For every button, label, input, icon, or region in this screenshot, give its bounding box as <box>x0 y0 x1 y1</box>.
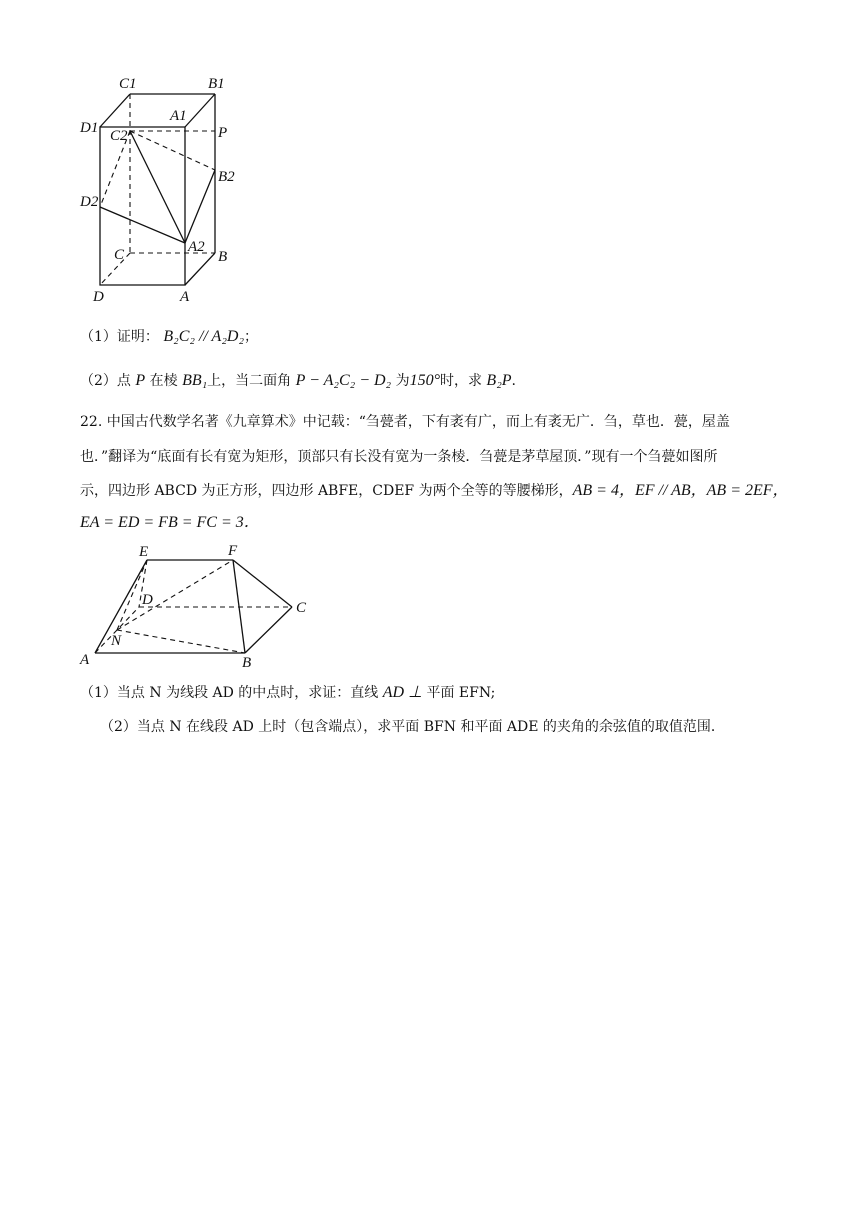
label-b2: B2 <box>218 169 235 185</box>
punctuation: . <box>511 373 516 389</box>
label-c2: C2 <box>110 128 128 144</box>
punctuation: ； <box>244 329 258 345</box>
label-b: B <box>218 249 228 265</box>
label-d2: D2 <box>80 194 99 210</box>
label-d: D <box>142 592 153 608</box>
problem22-line4 <box>80 513 260 533</box>
label-b: B <box>242 655 252 671</box>
math-point: P <box>135 372 146 389</box>
label-n: N <box>111 633 122 649</box>
text-fragment: 为 <box>395 373 410 389</box>
problem22-line1: 22. 中国古代数学名著《九章算术》中记载：“刍甍者，下有袤有广，而上有袤无广．刍，草也．甍，屋盖 <box>80 414 730 430</box>
text-fragment: 点 <box>116 373 131 389</box>
math-expression: B₂C₂ // A₂D₂ <box>163 328 244 345</box>
math-dihedral-angle: P − A₂C₂ − D₂ <box>295 372 392 389</box>
label-c1: C1 <box>119 76 137 92</box>
problem21-part1 <box>80 327 258 347</box>
math-edge: BB₁ <box>182 372 208 389</box>
math-target: B₂P <box>486 372 512 389</box>
label-f: F <box>228 543 238 559</box>
label-p: P <box>218 125 228 141</box>
problem22-part1 <box>80 683 495 703</box>
label-e: E <box>139 544 149 560</box>
math-degree: 150° <box>409 372 440 389</box>
part-number: （1） <box>80 329 117 345</box>
part-number: （2） <box>80 373 117 389</box>
text-fragment: 当点 N 为线段 AD 的中点时，求证：直线 <box>116 685 379 701</box>
part-text: 证明： <box>116 329 159 345</box>
label-a1: A1 <box>170 108 187 124</box>
cuboid-figure <box>0 0 860 320</box>
math-equal-lengths: EA = ED = FB = FC = 3． <box>80 514 260 531</box>
text-fragment: 时，求 <box>439 373 482 389</box>
label-c: C <box>114 247 125 263</box>
label-c: C <box>296 600 307 616</box>
label-a: A <box>80 652 90 668</box>
math-conditions: AB = 4，EF // AB，AB = 2EF， <box>572 482 789 499</box>
label-d1: D1 <box>80 120 99 136</box>
edge-a2-b2 <box>185 170 215 243</box>
label-b1: B1 <box>208 76 225 92</box>
math-perpendicular: AD ⊥ <box>382 684 423 701</box>
problem22-part2: （2）当点 N 在线段 AD 上时（包含端点），求平面 BFN 和平面 ADE 的夹角的余弦值的取值范围． <box>100 719 725 735</box>
text-fragment: 平面 EFN; <box>426 685 496 701</box>
text-fragment: 示，四边形 ABCD 为正方形，四边形 ABFE，CDEF 为两个全等的等腰梯形， <box>80 483 573 499</box>
edge-d2-a2 <box>100 207 185 243</box>
label-a2: A2 <box>188 239 205 255</box>
problem22-line2: 也．”翻译为“底面有长有宽为矩形，顶部只有长没有宽为一条棱．刍甍是茅草屋顶．”现有一个刍甍如图所 <box>80 449 718 465</box>
label-d: D <box>93 289 104 305</box>
part-number: （1） <box>80 685 117 701</box>
text-fragment: 上，当二面角 <box>207 373 292 389</box>
text-fragment: 在棱 <box>149 373 178 389</box>
problem22-line3 <box>80 481 789 501</box>
problem21-part2 <box>80 371 516 391</box>
edge-c2-a2 <box>130 131 185 243</box>
label-a: A <box>180 289 190 305</box>
